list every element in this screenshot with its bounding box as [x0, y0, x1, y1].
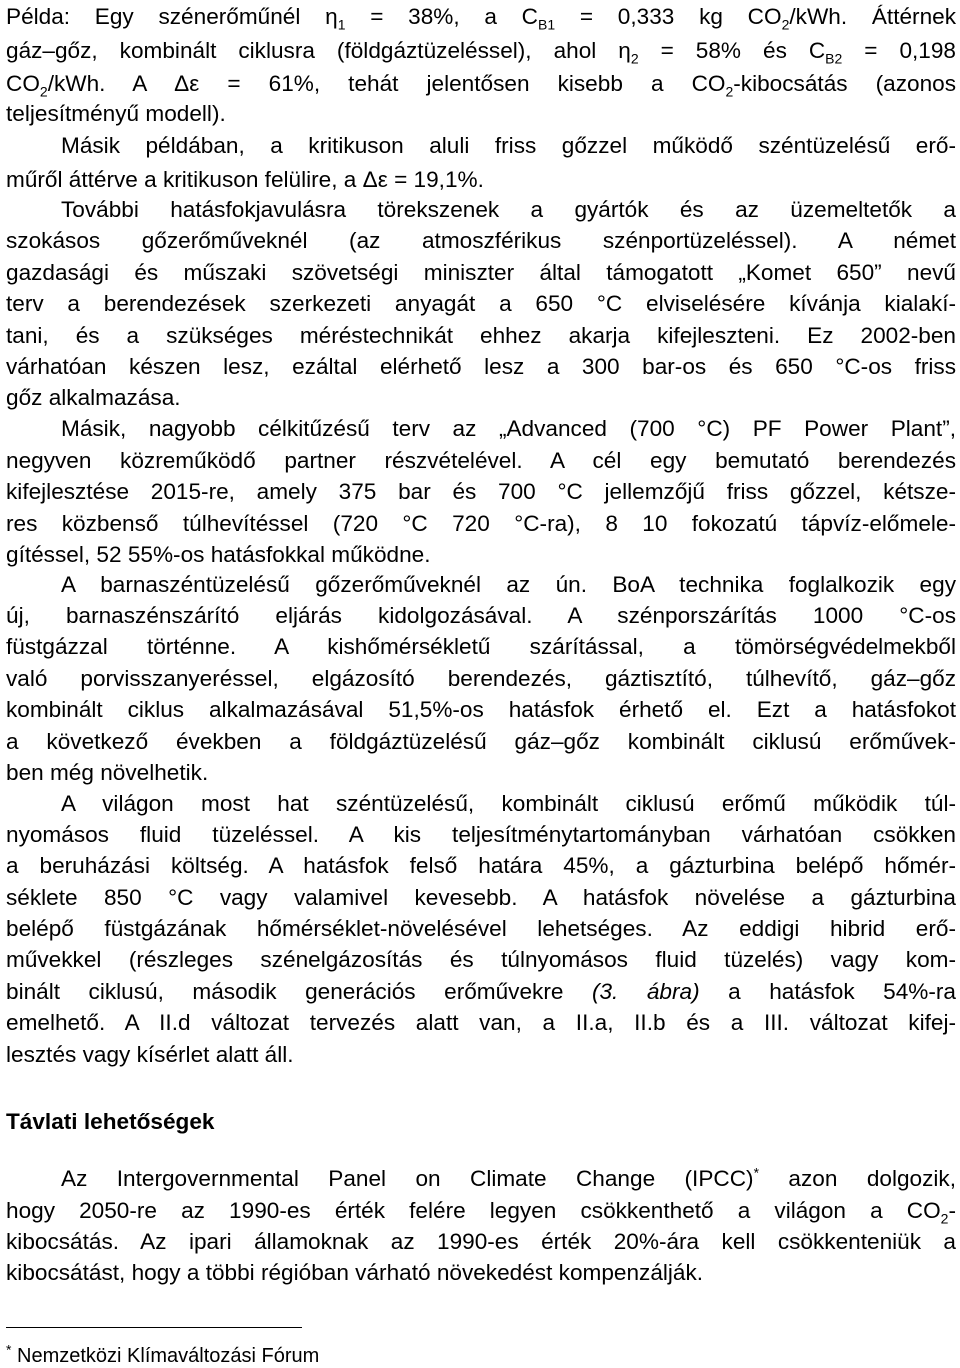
footnote-marker: * — [6, 1341, 12, 1358]
paragraph-line: tani, és a szükséges méréstechnikát ehhez akarja kifejleszteni. Ez 2002-ben — [6, 323, 956, 348]
paragraph-line: A világon most hat széntüzelésű, kombinált ciklusú erőmű működik túl- — [61, 791, 956, 816]
paragraph-line: lesztés vagy kísérlet alatt áll. — [6, 1042, 294, 1067]
paragraph-line: emelhető. A II.d változat tervezés alatt van, a II.a, II.b és a III. változat kifej- — [6, 1010, 956, 1035]
paragraph-line: Másik, nagyobb célkitűzésű terv az „Advanced (700 °C) PF Power Plant”, — [61, 416, 956, 441]
paragraph-line: füstgázzal történne. A kishőmérsékletű szárítással, a tömörségvédelmekből — [6, 634, 956, 659]
paragraph-line: a következő években a földgáztüzelésű gáz–gőz kombinált ciklusú erőművek- — [6, 729, 956, 754]
paragraph-line: res közbenső túlhevítéssel (720 °C 720 °C-ra), 8 10 fokozatú tápvíz-előmele- — [6, 511, 956, 536]
paragraph-line: kibocsátás. Az ipari államoknak az 1990-es érték 20%-ára kell csökkenteniük a — [6, 1229, 956, 1254]
paragraph-line: gáz–gőz, kombinált ciklusra (földgáztüzeléssel), ahol $\eta_2 = 58\%$ és $C_{B2} = 0,198$ — [6, 38, 956, 67]
paragraph-line: műről áttérve a kritikuson felülire, a Δε = 19,1%. — [6, 167, 484, 192]
paragraph-line: teljesítményű modell). — [6, 101, 226, 126]
section-heading: Távlati lehetőségek — [6, 1109, 215, 1134]
footnote-marker: * — [753, 1164, 760, 1181]
paragraph-line: művekkel (részleges szénelgázosítás és túlnyomásos fluid tüzelés) vagy kom- — [6, 947, 956, 972]
paragraph-line: a beruházási költség. A hatásfok felső határa 45%, a gázturbina belépő hőmér- — [6, 853, 956, 878]
paragraph-line: További hatásfokjavulásra törekszenek a gyártók és az üzemeltetők a — [61, 197, 956, 222]
paragraph-line: gítéssel, 52 55%-os hatásfokkal működne. — [6, 542, 431, 567]
paragraph-line: ben még növelhetik. — [6, 760, 209, 785]
paragraph-line: kombinált ciklus alkalmazásával 51,5%-os hatásfok érhető el. Ezt a hatásfokot — [6, 697, 956, 722]
footnote-separator — [6, 1327, 302, 1328]
paragraph-line: Másik példában, a kritikuson aluli friss gőzzel működő széntüzelésű erő- — [61, 133, 956, 158]
figure-reference: (3. ábra) — [591, 979, 700, 1004]
paragraph-line: várhatóan készen lesz, ezáltal elérhető lesz a 300 bar-os és 650 °C-os friss — [6, 354, 956, 379]
paragraph-line: hogy 2050-re az 1990-es érték felére legyen csökkenthető a világon a $CO_2-$ — [6, 1198, 956, 1227]
paragraph-line: új, barnaszénszárító eljárás kidolgozásával. A szénporszárítás 1000 °C-os — [6, 603, 956, 628]
paragraph-line: A barnaszéntüzelésű gőzerőműveknél az ún. BoA technika foglalkozik egy — [61, 572, 956, 597]
paragraph-line: való porvisszanyeréssel, elgázosító berendezés, gáztisztító, túlhevítő, gáz–gőz — [6, 666, 956, 691]
paragraph-line: gazdasági és műszaki szövetségi miniszter által támogatott „Komet 650” nevű — [6, 260, 956, 285]
paragraph-line: kifejlesztése 2015-re, amely 375 bar és 700 °C jellemzőjű friss gőzzel, kétsze- — [6, 479, 956, 504]
footnote — [6, 1341, 320, 1368]
paragraph-line: séklete 850 °C vagy valamivel kevesebb. A hatásfok növelése a gázturbina — [6, 885, 956, 910]
paragraph-line: Példa: Egy szénerőműnél $\eta_1 = 38\%$, a $C_{B1} = 0,333$ kg $CO_2$/kWh. Áttérnek — [6, 4, 956, 33]
paragraph-line: gőz alkalmazása. — [6, 385, 181, 410]
paragraph-line: negyven közreműködő partner részvételével. A cél egy bemutató berendezés — [6, 448, 956, 473]
paragraph-line: belépő füstgázának hőmérséklet-növelésével lehetséges. Az eddigi hibrid erő- — [6, 916, 956, 941]
paragraph-line: binált ciklusú, második generációs erőművekre (3. ábra) a hatásfok 54%-ra — [6, 979, 956, 1004]
paragraph-line: $CO_2$/kWh. A Δε = 61%, tehát jelentősen kisebb a $CO_2$-kibocsátás (azonos — [6, 71, 956, 100]
paragraph-line: nyomásos fluid tüzeléssel. A kis teljesítménytartományban várhatóan csökken — [6, 822, 956, 847]
paragraph-line: Az Intergovernmental Panel on Climate Change (IPCC)* azon dolgozik, — [61, 1164, 956, 1191]
paragraph-line: szokásos gőzerőműveknél (az atmoszférikus szénportüzeléssel). A német — [6, 228, 956, 253]
paragraph-line: terv a berendezések szerkezeti anyagát a 650 °C elviselésére kívánja kialakí- — [6, 291, 956, 316]
footnote-text: Nemzetközi Klímaváltozási Fórum — [11, 1345, 320, 1367]
paragraph-line: kibocsátást, hogy a többi régióban várható növekedést kompenzálják. — [6, 1260, 704, 1285]
